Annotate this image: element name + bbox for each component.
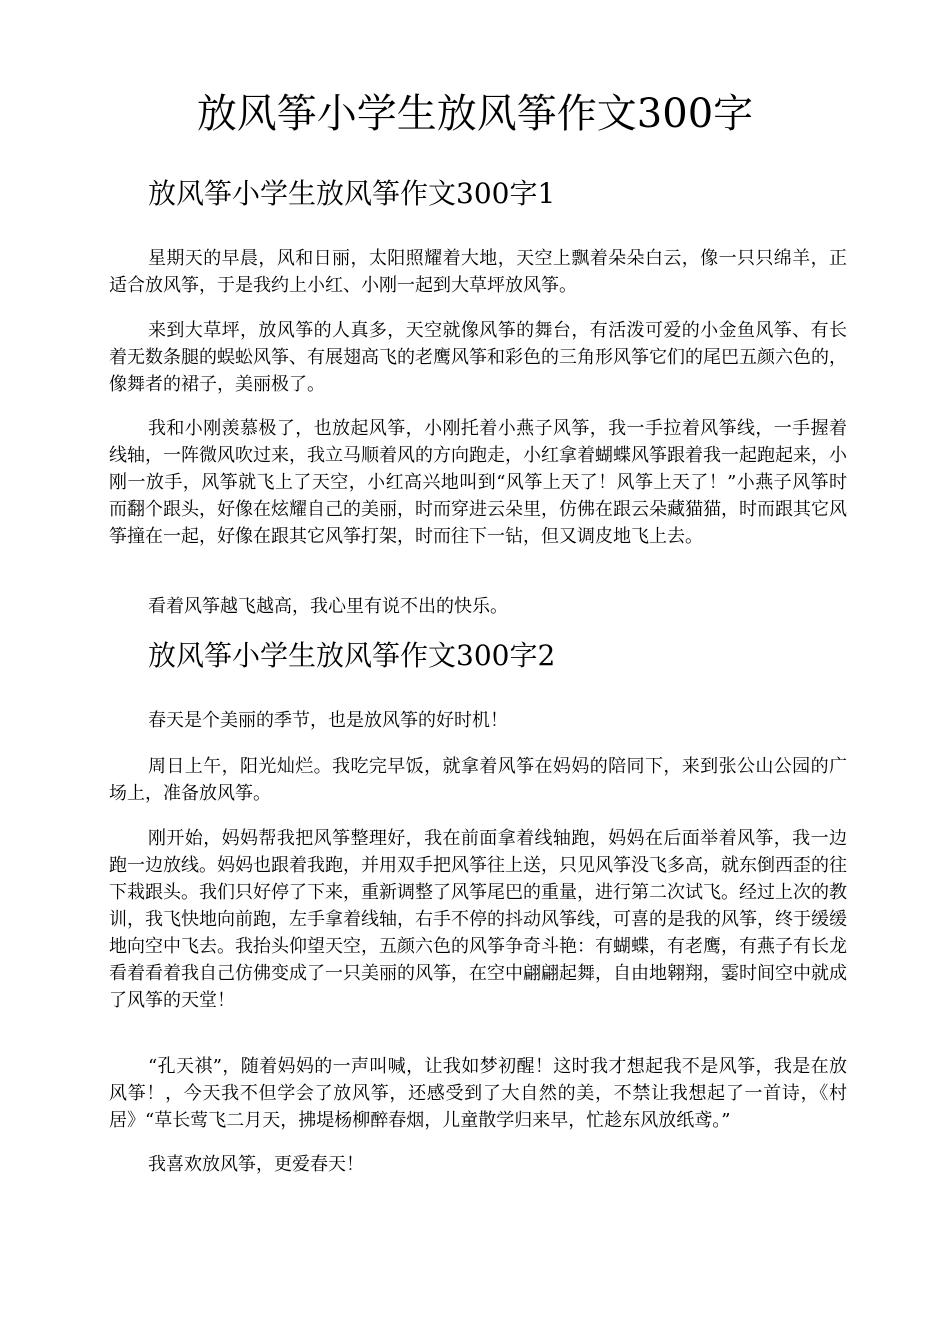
paragraph: “孔天祺”，随着妈妈的一声叫喊，让我如梦初醒！这时我才想起我不是风筝，我是在放风筝！，今天我不但学会了放风筝，还感受到了大自然的美，不禁让我想起了一首诗，《村居》“草长莺飞二月天，拂堤杨柳醉春烟，儿童散学归来早，忙趁东风放纸鸢。” bbox=[109, 1056, 847, 1131]
paragraph: 星期天的早晨，风和日丽，太阳照耀着大地，天空上飘着朵朵白云，像一只只绵羊，正适合放风筝，于是我约上小红、小刚一起到大草坪放风筝。 bbox=[109, 248, 847, 296]
section-heading-1: 放风筝小学生放风筝作文300字1 bbox=[148, 177, 556, 210]
document-title: 放风筝小学生放风筝作文300字 bbox=[196, 91, 754, 137]
paragraph: 看着风筝越飞越高，我心里有说不出的快乐。 bbox=[148, 596, 508, 617]
paragraph: 春天是个美丽的季节，也是放风筝的好时机！ bbox=[148, 710, 508, 731]
paragraph: 刚开始，妈妈帮我把风筝整理好，我在前面拿着线轴跑，妈妈在后面举着风筝，我一边跑一边放线。妈妈也跟着我跑，并用双手把风筝往上送，只见风筝没飞多高，就东倒西歪的往下栽跟头。我们只好停了下来，重新调整了风筝尾巴的重量，进行第二次试飞。经过上次的教训，我飞快地向前跑，左手拿着线轴，右手不停的抖动风筝线，可喜的是我的风筝，终于缓缓地向空中飞去。我抬头仰望天空，五颜六色的风筝争奇斗艳：有蝴蝶，有老鹰，有燕子有长龙看着看着我自己仿佛变成了一只美丽的风筝，在空中翩翩起舞，自由地翱翔，霎时间空中就成了风筝的天堂！ bbox=[109, 828, 847, 1011]
paragraph: 来到大草坪，放风筝的人真多，天空就像风筝的舞台，有活泼可爱的小金鱼风筝、有长着无数条腿的蜈蚣风筝、有展翅高飞的老鹰风筝和彩色的三角形风筝它们的尾巴五颜六色的，像舞者的裙子，美丽极了。 bbox=[109, 320, 847, 395]
section-heading-2: 放风筝小学生放风筝作文300字2 bbox=[148, 639, 556, 672]
paragraph: 周日上午，阳光灿烂。我吃完早饭，就拿着风筝在妈妈的陪同下，来到张公山公园的广场上，准备放风筝。 bbox=[109, 756, 847, 804]
paragraph: 我喜欢放风筝，更爱春天！ bbox=[148, 1154, 364, 1175]
paragraph: 我和小刚羡慕极了，也放起风筝，小刚托着小燕子风筝，我一手拉着风筝线，一手握着线轴，一阵微风吹过来，我立马顺着风的方向跑走，小红拿着蝴蝶风筝跟着我一起跑起来，小刚一放手，风筝就飞上了天空，小红高兴地叫到“风筝上天了！风筝上天了！”小燕子风筝时而翻个跟头，好像在炫耀自己的美丽，时而穿进云朵里，仿佛在跟云朵藏猫猫，时而跟其它风筝撞在一起，好像在跟其它风筝打架，时而往下一钻，但又调皮地飞上去。 bbox=[109, 418, 847, 547]
